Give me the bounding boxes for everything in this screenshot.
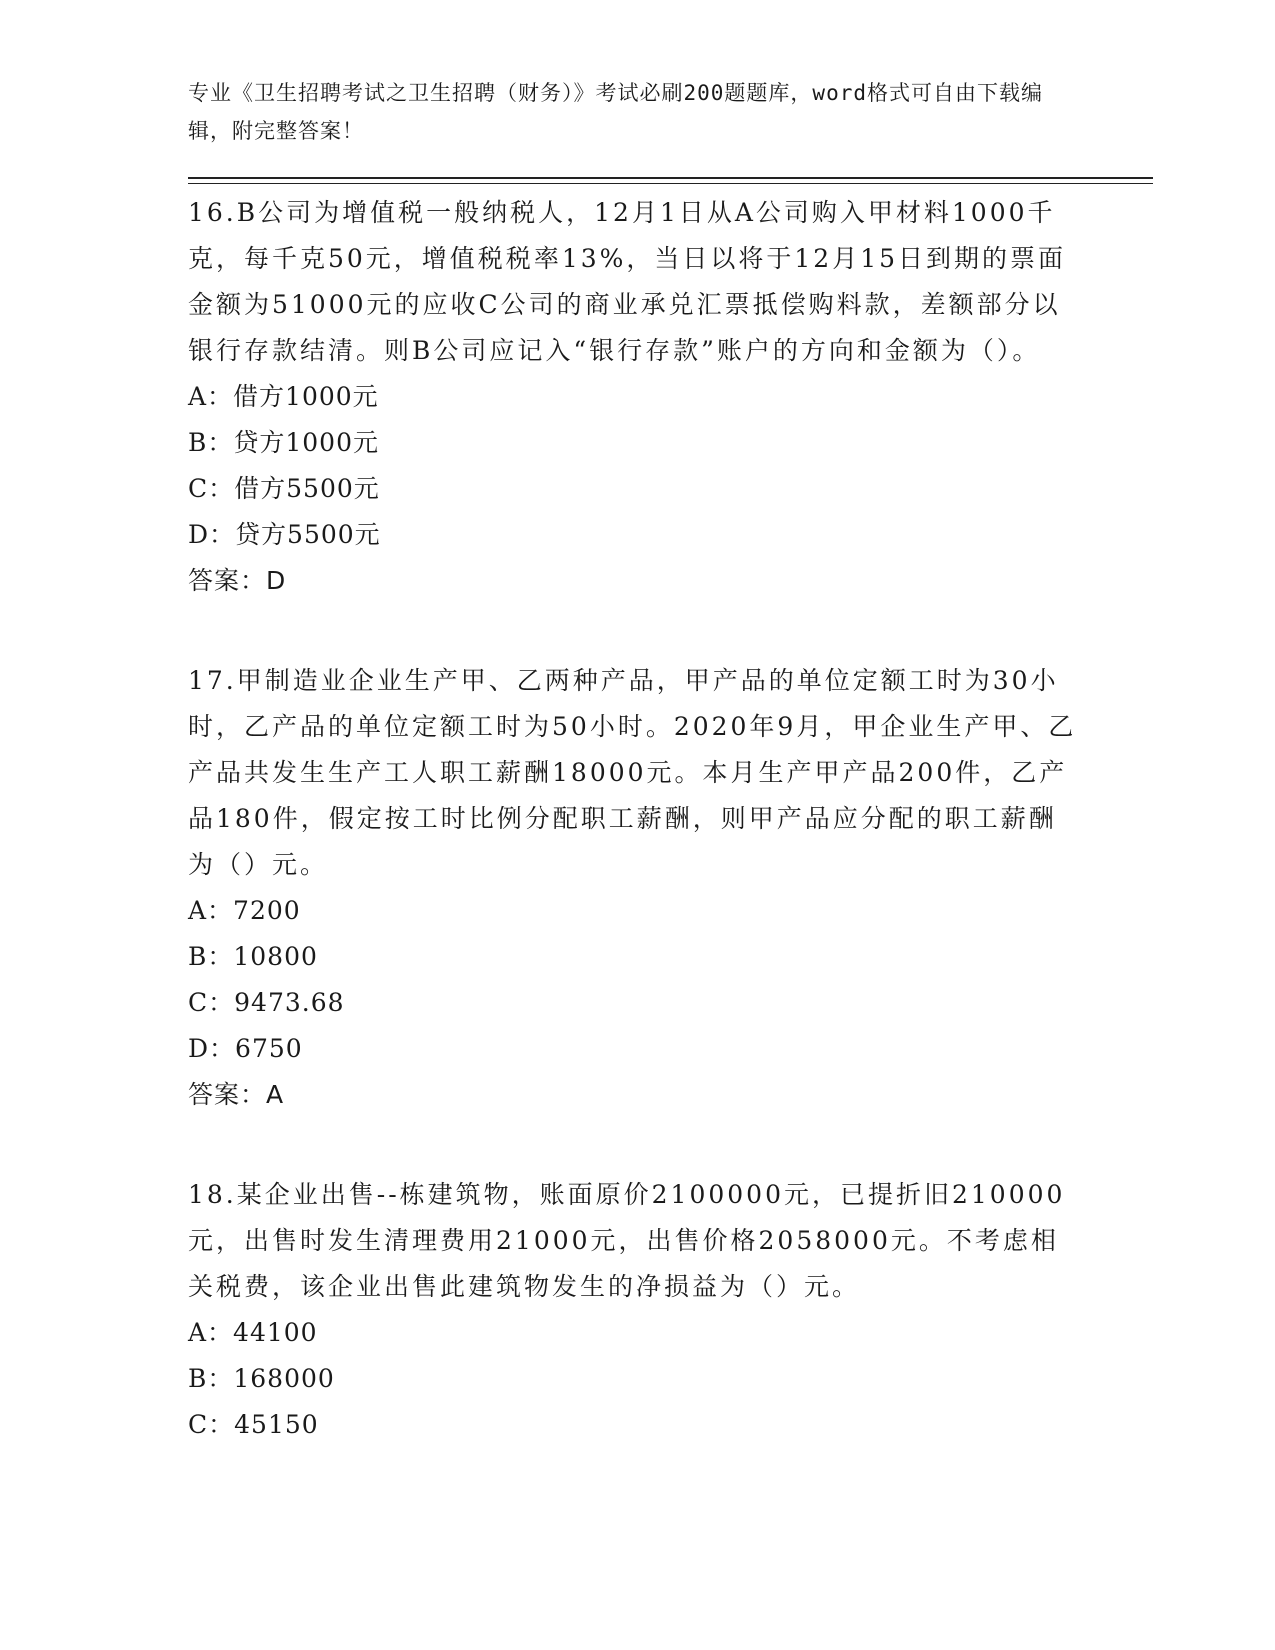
question-16 (188, 190, 1078, 604)
answer-line: 答案：A (188, 1080, 285, 1109)
option-c: C：45150 (188, 1410, 319, 1439)
question-stem: 16.B公司为增值税一般纳税人，12月1日从A公司购入甲材料1000千克，每千克50元，增值税税率13%，当日以将于12月15日到期的票面金额为51000元的应收C公司的商业承兑汇票抵偿购料款，差额部分以银行存款结清。则B公司应记入“银行存款”账户的方向和金额为（）。 (188, 198, 1067, 365)
option-b: B：168000 (188, 1364, 335, 1393)
document-header: 专业《卫生招聘考试之卫生招聘（财务）》考试必刷200题题库，word格式可自由下载编辑，附完整答案！ (188, 81, 1043, 143)
header-rule-thick (188, 177, 1153, 179)
option-a: A：7200 (188, 896, 301, 925)
header-rule-thin (188, 183, 1153, 184)
question-stem: 18.某企业出售--栋建筑物，账面原价2100000元，已提折旧210000元，出售时发生清理费用21000元，出售价格2058000元。不考虑相关税费，该企业出售此建筑物发生的净损益为（）元。 (188, 1180, 1066, 1301)
option-b: B：贷方1000元 (188, 428, 379, 457)
question-list (188, 190, 1078, 1502)
option-a: A：借方1000元 (188, 382, 379, 411)
question-stem: 17.甲制造业企业生产甲、乙两种产品，甲产品的单位定额工时为30小时，乙产品的单位定额工时为50小时。2020年9月，甲企业生产甲、乙产品共发生生产工人职工薪酬18000元。本月生产甲产品200件，乙产品180件，假定按工时比例分配职工薪酬，则甲产品应分配的职工薪酬为（）元。 (188, 666, 1077, 879)
option-d: D：6750 (188, 1034, 303, 1063)
option-c: C：借方5500元 (188, 474, 380, 503)
option-c: C：9473.68 (188, 988, 345, 1017)
option-a: A：44100 (188, 1318, 318, 1347)
answer-line: 答案：D (188, 566, 287, 595)
option-b: B：10800 (188, 942, 318, 971)
question-17 (188, 658, 1078, 1118)
option-d: D：贷方5500元 (188, 520, 381, 549)
question-18 (188, 1172, 1078, 1448)
